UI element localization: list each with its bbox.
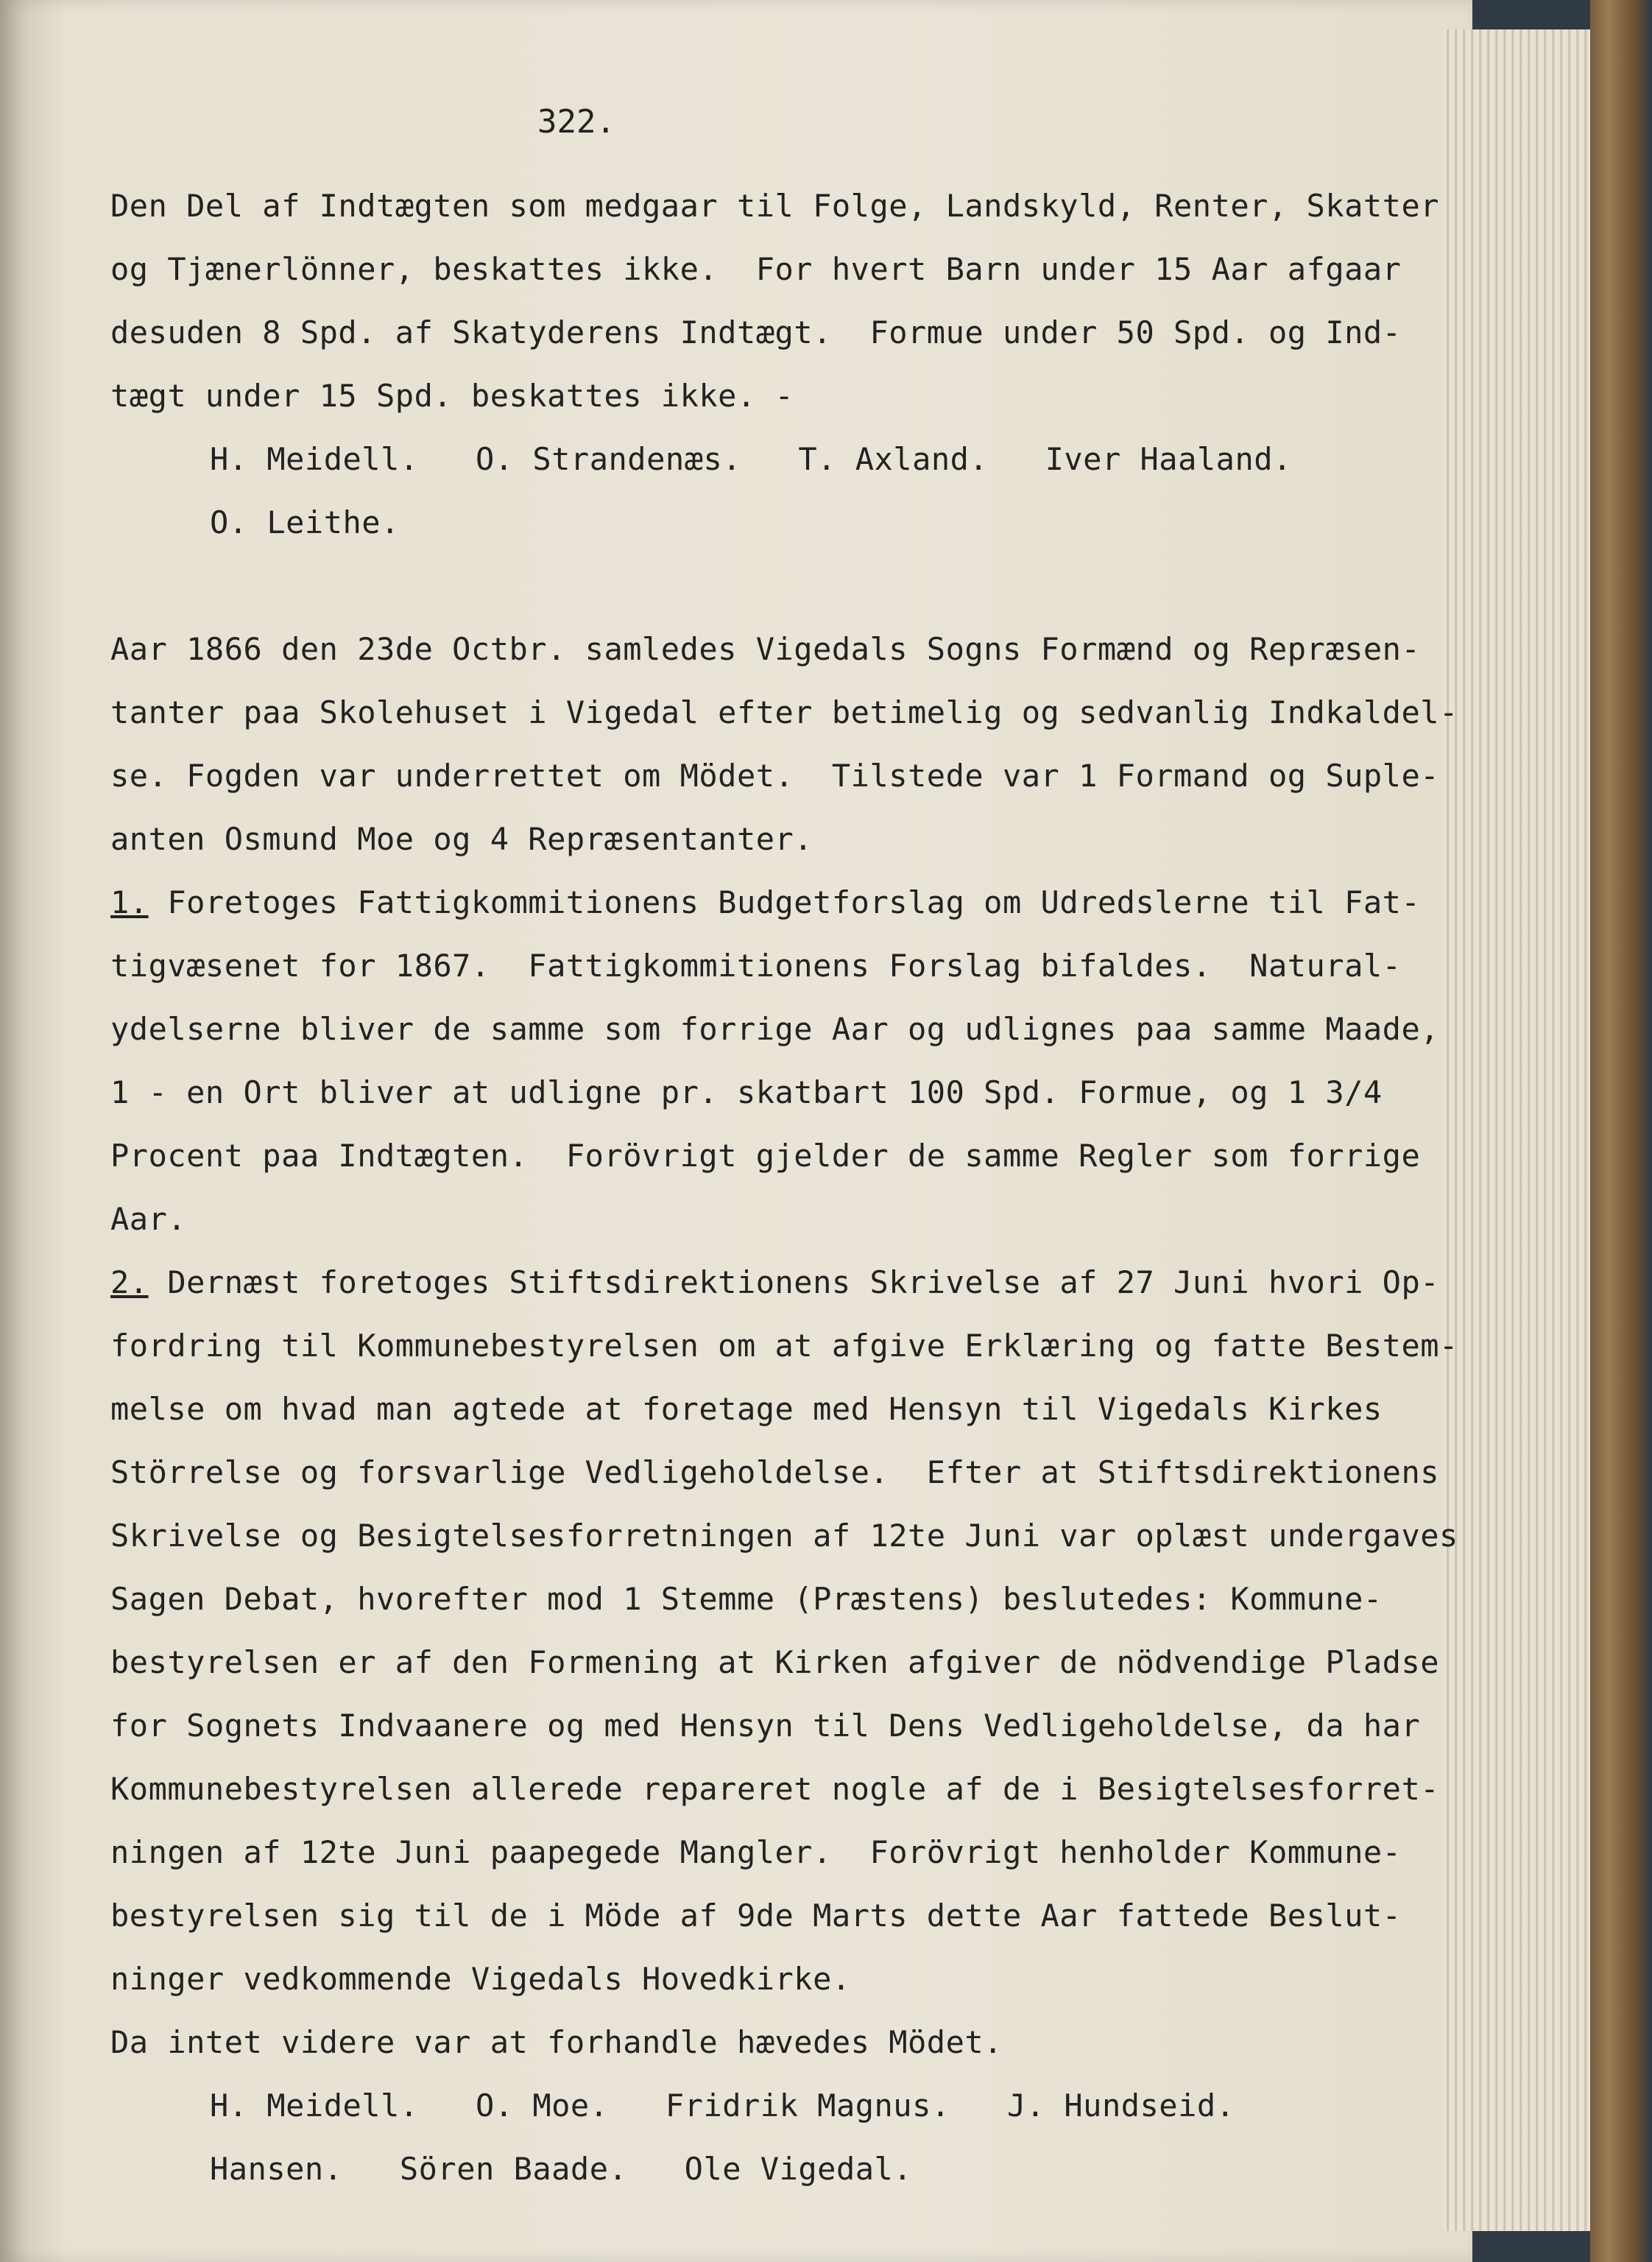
text-line: og Tjænerlönner, beskattes ikke. For hvert Barn under 15 Aar afgaar	[110, 251, 1402, 287]
text-line: tægt under 15 Spd. beskattes ikke. -	[110, 378, 794, 414]
item-number: 2.	[110, 1264, 149, 1300]
text-line: tanter paa Skolehuset i Vigedal efter betimelig og sedvanlig Indkaldel-	[110, 694, 1458, 730]
text-line: fordring til Kommunebestyrelsen om at afgive Erklæring og fatte Bestem-	[110, 1328, 1458, 1364]
text-line: for Sognets Indvaanere og med Hensyn til Dens Vedligeholdelse, da har	[110, 1708, 1421, 1744]
text-line: Skrivelse og Besigtelsesforretningen af 12te Juni var oplæst undergaves	[110, 1518, 1458, 1554]
text-line: ydelserne bliver de samme som forrige Aar og udlignes paa samme Maade,	[110, 1011, 1440, 1047]
text-line: Kommunebestyrelsen allerede repareret nogle af de i Besigtelsesforret-	[110, 1771, 1440, 1807]
text-line: Procent paa Indtægten. Forövrigt gjelder de samme Regler som forrige	[110, 1138, 1421, 1174]
text-line: Den Del af Indtægten som medgaar til Folge, Landskyld, Renter, Skatter	[110, 188, 1440, 224]
text-line: Störrelse og forsvarlige Vedligeholdelse. Efter at Stiftsdirektionens	[110, 1454, 1440, 1490]
text-line: bestyrelsen er af den Formening at Kirken afgiver de nödvendige Pladse	[110, 1644, 1440, 1680]
text-line: 2. Dernæst foretoges Stiftsdirektionens Skrivelse af 27 Juni hvori Op-	[110, 1264, 1440, 1300]
page-edges	[1443, 29, 1595, 2231]
text-line: Sagen Debat, hvorefter mod 1 Stemme (Præstens) beslutedes: Kommune-	[110, 1581, 1383, 1617]
text-line: Aar 1866 den 23de Octbr. samledes Vigedals Sogns Formænd og Repræsen-	[110, 631, 1421, 667]
text-line: ningen af 12te Juni paapegede Mangler. Forövrigt henholder Kommune-	[110, 1834, 1402, 1870]
text-line: H. Meidell. O. Moe. Fridrik Magnus. J. Hundseid.	[210, 2087, 1235, 2124]
text-line: H. Meidell. O. Strandenæs. T. Axland. Iver Haaland.	[210, 441, 1292, 477]
text-line: melse om hvad man agtede at foretage med Hensyn til Vigedals Kirkes	[110, 1391, 1383, 1427]
text-line: 1 - en Ort bliver at udligne pr. skatbart 100 Spd. Formue, og 1 3/4	[110, 1074, 1383, 1110]
text-line: se. Fogden var underrettet om Mödet. Tilstede var 1 Formand og Suple-	[110, 758, 1440, 794]
item-number: 1.	[110, 884, 149, 920]
text-line: tigvæsenet for 1867. Fattigkommitionens Forslag bifaldes. Natural-	[110, 948, 1402, 984]
text-line: bestyrelsen sig til de i Möde af 9de Marts dette Aar fattede Beslut-	[110, 1898, 1402, 1934]
text-line: anten Osmund Moe og 4 Repræsentanter.	[110, 821, 813, 857]
text-line: Hansen. Sören Baade. Ole Vigedal.	[210, 2151, 913, 2187]
text-line: O. Leithe.	[210, 504, 400, 540]
text-line: 1. Foretoges Fattigkommitionens Budgetforslag om Udredslerne til Fat-	[110, 884, 1421, 920]
text-line: Aar.	[110, 1201, 187, 1237]
text-line: Da intet videre var at forhandle hævedes Mödet.	[110, 2024, 1003, 2060]
book-binding	[1590, 0, 1652, 2262]
text-line: ninger vedkommende Vigedals Hovedkirke.	[110, 1961, 851, 1997]
text-line: desuden 8 Spd. af Skatyderens Indtægt. Formue under 50 Spd. og Ind-	[110, 314, 1402, 350]
page-number: 322.	[537, 103, 615, 141]
